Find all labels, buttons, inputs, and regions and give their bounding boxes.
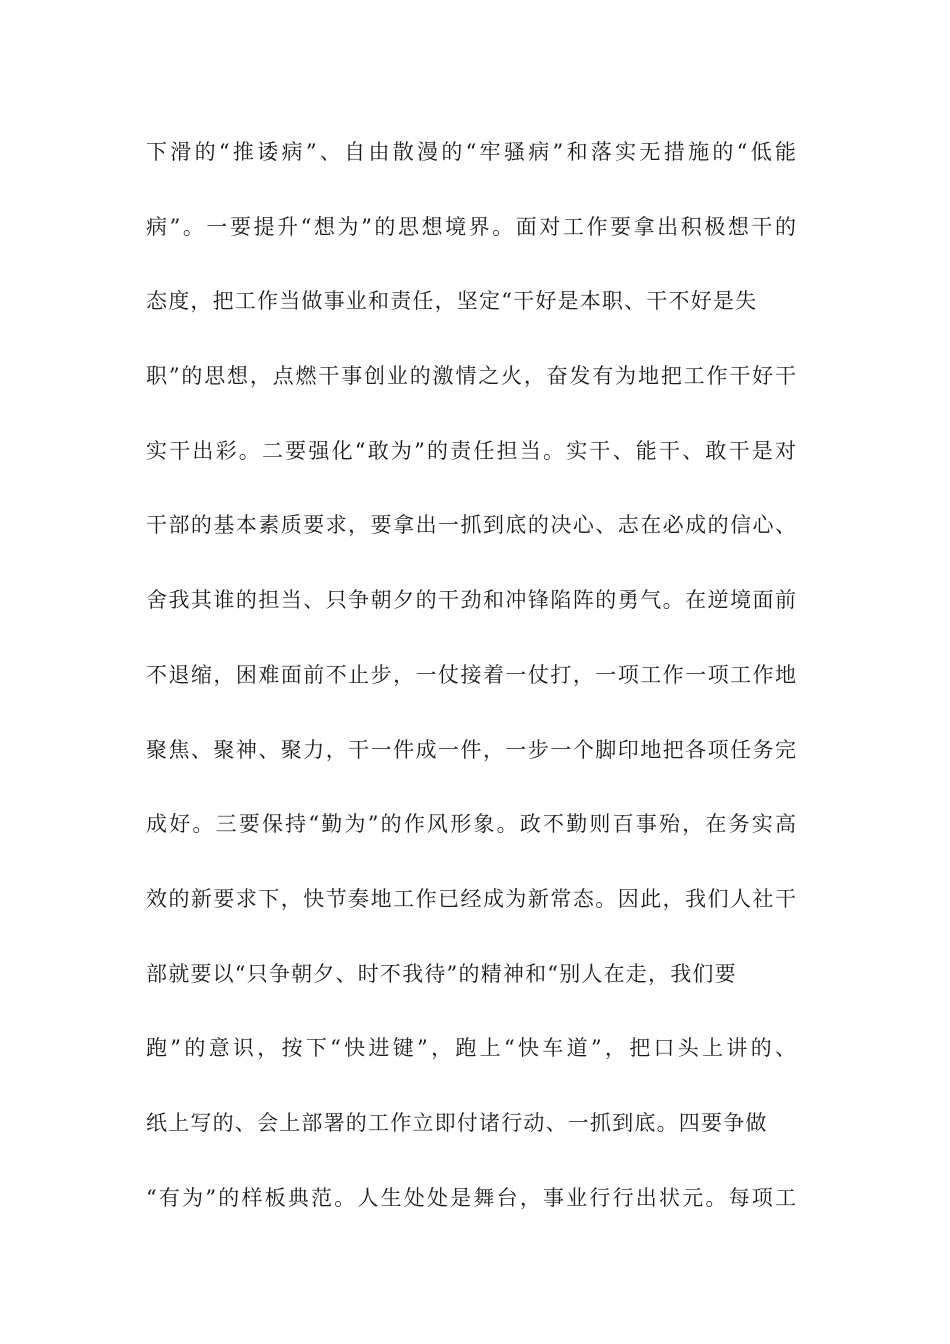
text-line: 干部的基本素质要求，要拿出一抓到底的决心、志在必成的信心、 bbox=[146, 513, 796, 538]
text-line: 效的新要求下，快节奏地工作已经成为新常态。因此，我们人社干 bbox=[146, 886, 796, 911]
text-line: 职”的思想，点燃干事创业的激情之火，奋发有为地把工作干好干 bbox=[146, 364, 796, 389]
text-line: 成好。三要保持“勤为”的作风形象。政不勤则百事殆，在务实高 bbox=[146, 812, 796, 837]
text-line: “有为”的样板典范。人生处处是舞台，事业行行出状元。每项工 bbox=[146, 1185, 796, 1210]
body-paragraph bbox=[146, 132, 796, 1252]
text-line: 聚焦、聚神、聚力，干一件成一件，一步一个脚印地把各项任务完 bbox=[146, 737, 796, 762]
text-line: 纸上写的、会上部署的工作立即付诸行动、一抓到底。四要争做 bbox=[146, 1110, 768, 1135]
text-line: 不退缩，困难面前不止步，一仗接着一仗打，一项工作一项工作地 bbox=[146, 662, 796, 687]
text-line: 实干出彩。二要强化“敢为”的责任担当。实干、能干、敢干是对 bbox=[146, 438, 796, 463]
text-line: 跑”的意识，按下“快进键”，跑上“快车道”，把口头上讲的、 bbox=[146, 1036, 796, 1061]
text-line: 下滑的“推诿病”、自由散漫的“牢骚病”和落实无措施的“低能 bbox=[146, 140, 796, 164]
text-line: 部就要以“只争朝夕、时不我待”的精神和“别人在走，我们要 bbox=[146, 961, 737, 986]
text-line: 病”。一要提升“想为”的思想境界。面对工作要拿出积极想干的 bbox=[146, 214, 796, 239]
text-line: 舍我其谁的担当、只争朝夕的干劲和冲锋陷阵的勇气。在逆境面前 bbox=[146, 588, 796, 613]
text-line: 态度，把工作当做事业和责任，坚定“干好是本职、干不好是失 bbox=[146, 289, 758, 314]
